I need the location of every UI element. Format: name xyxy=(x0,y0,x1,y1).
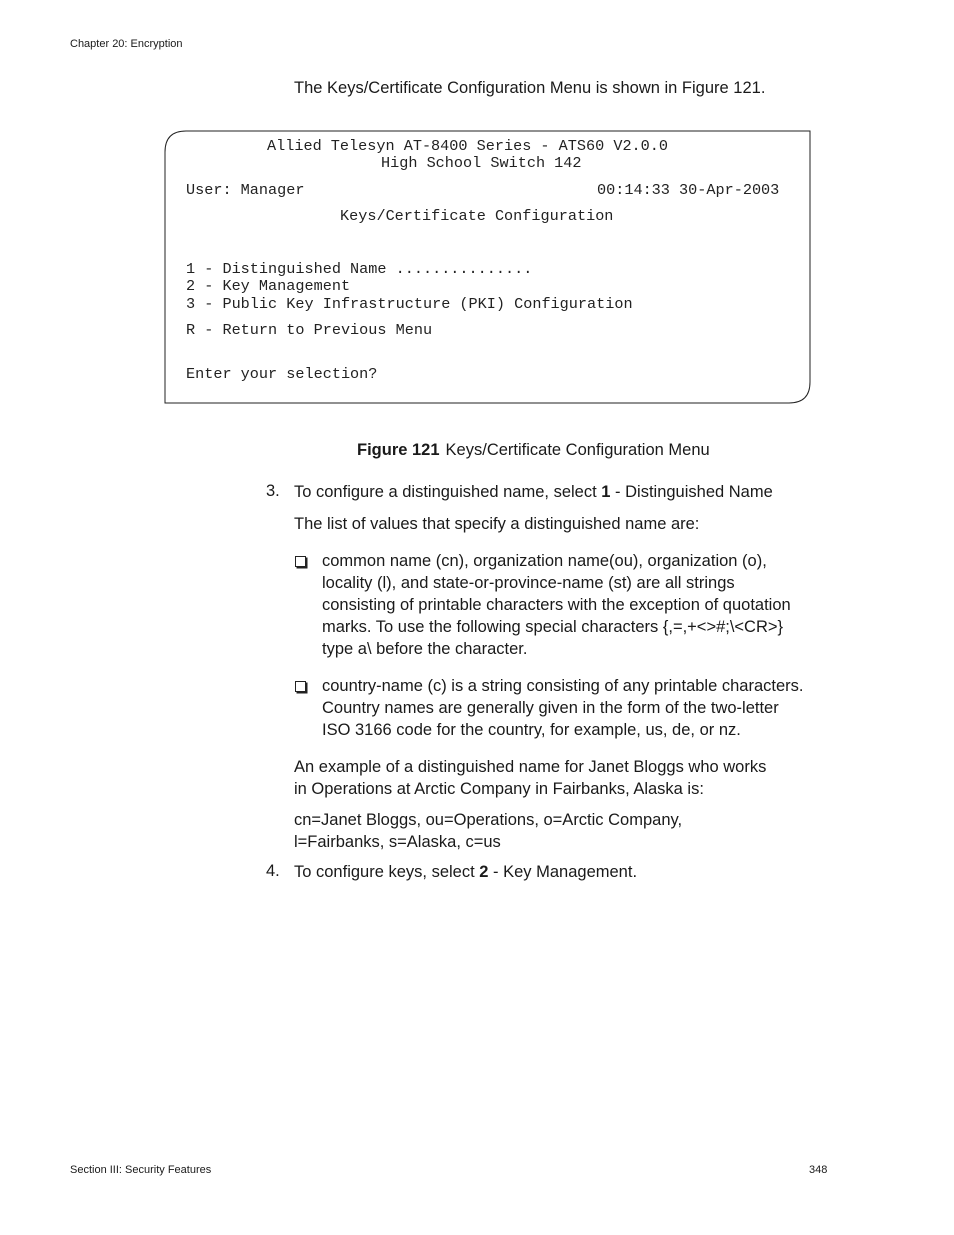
example-value-line-1: cn=Janet Bloggs, ou=Operations, o=Arctic Company, xyxy=(294,811,683,829)
example-intro xyxy=(294,756,766,800)
bullet-1-line-4: marks. To use the following special characters {,=,+<>#;\<CR>} xyxy=(322,618,784,636)
step-3-bold: 1 xyxy=(601,483,611,501)
bullet-item-2 xyxy=(322,675,832,741)
figure-title: Keys/Certificate Configuration Menu xyxy=(445,441,710,459)
bullet-item-1 xyxy=(322,550,832,660)
terminal-menu-item-2[interactable]: 2 - Key Management xyxy=(186,277,351,295)
step-3-text xyxy=(294,481,773,503)
step-4-text xyxy=(294,861,637,883)
checkbox-bullet-icon xyxy=(295,556,306,567)
step-3-text-after: - Distinguished Name xyxy=(610,483,773,501)
example-intro-line-1: An example of a distinguished name for Janet Bloggs who works xyxy=(294,758,767,776)
example-value xyxy=(294,809,682,853)
step-4-bold: 2 xyxy=(479,863,489,881)
footer-section: Section III: Security Features xyxy=(70,1164,212,1176)
intro-paragraph: The Keys/Certificate Configuration Menu is shown in Figure 121. xyxy=(294,79,766,97)
step-4-number: 4. xyxy=(266,862,280,880)
bullet-1-line-3: consisting of printable characters with the exception of quotation xyxy=(322,596,791,614)
terminal-menu-title: Keys/Certificate Configuration xyxy=(340,207,614,225)
example-intro-line-2: in Operations at Arctic Company in Fairbanks, Alaska is: xyxy=(294,780,704,798)
step-3-text-before: To configure a distinguished name, select xyxy=(294,483,602,501)
figure-label: Figure 121 xyxy=(357,441,440,459)
bullet-1-line-5: type a\ before the character. xyxy=(322,640,528,658)
bullet-2-line-2: Country names are generally given in the form of the two-letter xyxy=(322,699,779,717)
running-header: Chapter 20: Encryption xyxy=(70,38,183,50)
example-value-line-2: l=Fairbanks, s=Alaska, c=us xyxy=(294,833,501,851)
step-4-text-before: To configure keys, select xyxy=(294,863,480,881)
terminal-title-line1: Allied Telesyn AT-8400 Series - ATS60 V2.0.0 xyxy=(267,137,669,155)
bullet-1-line-2: locality (l), and state-or-province-name (st) are all strings xyxy=(322,574,735,592)
step-4-text-after: - Key Management. xyxy=(488,863,638,881)
checkbox-bullet-icon xyxy=(295,681,306,692)
list-intro: The list of values that specify a distinguished name are: xyxy=(294,515,700,533)
terminal-user: User: Manager xyxy=(186,181,305,199)
bullet-1-line-1: common name (cn), organization name(ou), organization (o), xyxy=(322,552,767,570)
step-3-number: 3. xyxy=(266,482,280,500)
terminal-return-item[interactable]: R - Return to Previous Menu xyxy=(186,321,433,339)
terminal-datetime: 00:14:33 30-Apr-2003 xyxy=(597,181,780,199)
bullet-2-line-1: country-name (c) is a string consisting of any printable characters. xyxy=(322,677,804,695)
terminal-menu-item-3[interactable]: 3 - Public Key Infrastructure (PKI) Configuration xyxy=(186,295,633,313)
terminal-screen xyxy=(164,130,811,404)
terminal-prompt[interactable]: Enter your selection? xyxy=(186,365,378,383)
bullet-2-line-3: ISO 3166 code for the country, for example, us, de, or nz. xyxy=(322,721,741,739)
figure-caption xyxy=(357,441,710,460)
footer-page-number: 348 xyxy=(809,1164,828,1176)
terminal-title-line2: High School Switch 142 xyxy=(381,154,582,172)
terminal-menu-item-1[interactable]: 1 - Distinguished Name ............... xyxy=(186,260,533,278)
